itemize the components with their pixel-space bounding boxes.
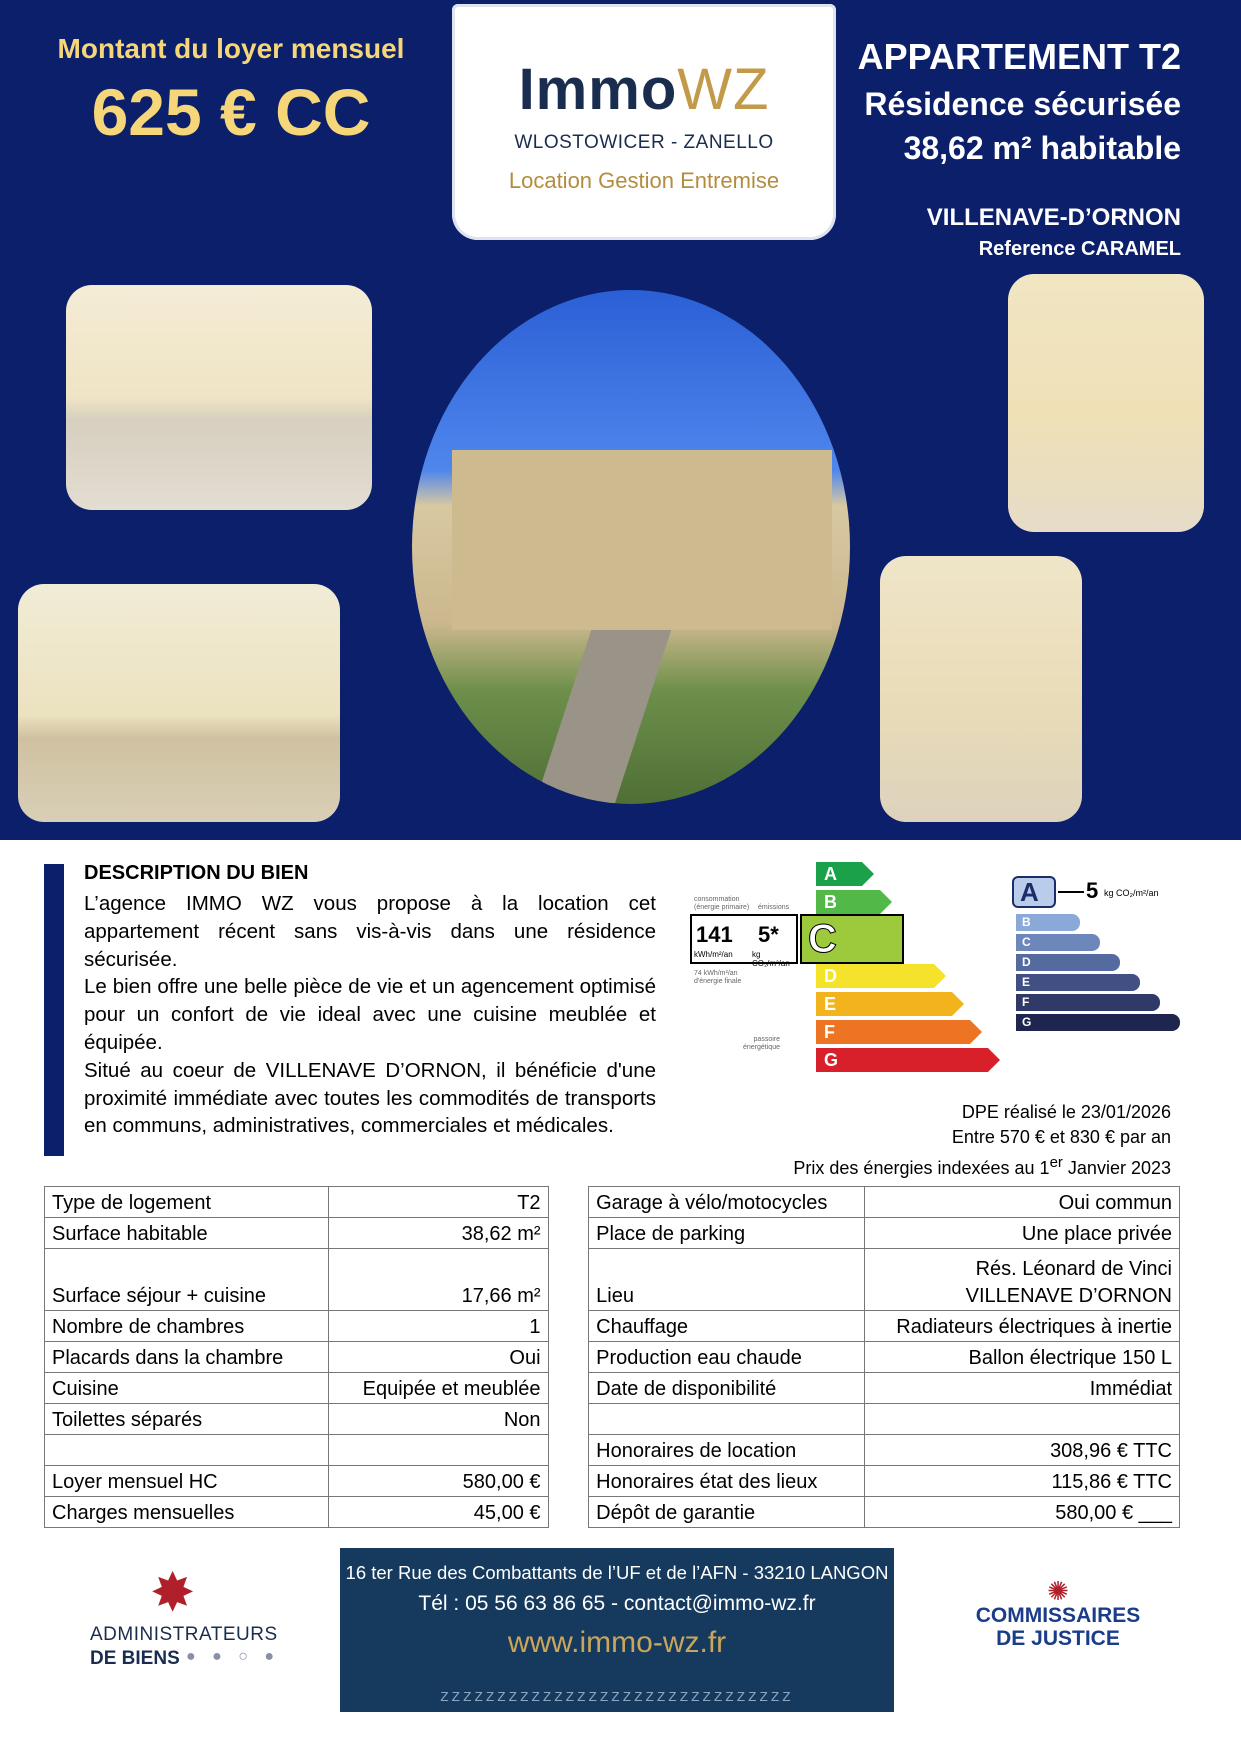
final-energy-note: 74 kWh/m²/an d'énergie finale [694,970,742,985]
table-gap-cell [548,1218,589,1249]
table-gap-cell [548,1373,589,1404]
energy-class-bar-g: G [816,1048,988,1072]
table-row [45,1311,1180,1342]
description-paragraph: L’agence IMMO WZ vous propose à la location cet appartement récent sans vis-à-vis dans une résidence sécurisée. [84,892,656,971]
table-row [45,1497,1180,1528]
consumption-label: consommation (énergie primaire) [694,896,750,911]
table-row [45,1466,1180,1497]
table-cell-label: Nombre de chambres [45,1311,329,1342]
table-cell-value: 115,86 € TTC [865,1466,1180,1497]
building-exterior-photo [412,290,850,804]
ges-class-bar-d: D [1016,954,1120,971]
logo-name-main: Immo [518,57,678,122]
ges-class-bar-b: B [1016,914,1080,931]
living-room-photo [66,285,372,510]
emblem-icon: ✺ [1047,1576,1069,1606]
table-gap-cell [548,1466,589,1497]
table-cell-value: Ballon électrique 150 L [865,1342,1180,1373]
walkway-shape [533,630,671,804]
ges-pointer-line [1058,891,1084,893]
reference-label: Reference CARAMEL [978,238,1181,260]
table-cell-label: Place de parking [589,1218,865,1249]
table-cell-label: Surface séjour + cuisine [45,1249,329,1311]
surface-label: 38,62 m² habitable [903,130,1181,166]
star-icon: ✸ [150,1563,196,1623]
table-cell-label: Type de logement [45,1187,329,1218]
table-cell-label: Honoraires état des lieux [589,1466,865,1497]
description-paragraph: Le bien offre une belle pièce de vie et un agencement optimisé pour un confort de vie ideal avec une cuisine meublée et équipée. [84,975,656,1054]
table-gap-cell [548,1497,589,1528]
property-details-table [44,1186,1180,1528]
table-row [45,1435,1180,1466]
table-cell-label: Chauffage [589,1311,865,1342]
table-gap-cell [548,1342,589,1373]
logo-name [452,56,836,123]
table-cell-value: Immédiat [865,1373,1180,1404]
dpe-date-note: DPE réalisé le 23/01/2026 [961,1102,1171,1122]
energy-class-bar-e: E [816,992,952,1016]
table-cell-value: Non [329,1404,548,1435]
price-note-sup: er [1049,1154,1063,1171]
table-gap-cell [548,1187,589,1218]
logo-subtitle: WLOSTOWICER - ZANELLO [514,132,774,153]
cj-logo-line2: DE JUSTICE [996,1627,1120,1650]
bedroom-photo [18,584,340,822]
table-gap-cell [548,1435,589,1466]
energy-class-bar-d: D [816,964,934,988]
admin-logo-line2: DE BIENS [90,1648,180,1669]
table-cell-label: Placards dans la chambre [45,1342,329,1373]
description-text [84,890,656,1140]
description-title: DESCRIPTION DU BIEN [84,862,309,884]
price-note-suffix: Janvier 2023 [1062,1158,1171,1178]
table-cell-label: Dépôt de garantie [589,1497,865,1528]
rent-label: Montant du loyer mensuel [57,33,405,64]
ges-class-bar-f: F [1016,994,1160,1011]
property-type: APPARTEMENT T2 [857,36,1181,77]
building-shape [452,450,832,630]
table-cell-label: Surface habitable [45,1218,329,1249]
table-cell-value: 1 [329,1311,548,1342]
table-cell-value [329,1435,548,1466]
contact-block [340,1548,894,1712]
table-cell-value: Radiateurs électriques à inertie [865,1311,1180,1342]
ges-label-chart [1012,876,1202,1036]
energy-value: 141 [696,922,733,947]
administrateurs-de-biens-logo [90,1563,290,1669]
table-row [45,1218,1180,1249]
ges-class-bar-c: C [1016,934,1100,951]
current-energy-class: C [800,914,904,964]
dpe-price-note [793,1150,1171,1181]
table-cell-value: 580,00 € [329,1466,548,1497]
header-banner [0,0,1241,840]
table-row [45,1187,1180,1218]
energy-class-bar-b: B [816,890,880,914]
table-cell-label [45,1435,329,1466]
table-cell-value [865,1404,1180,1435]
bathroom-photo [1008,274,1204,532]
kitchen-photo [880,556,1082,822]
agency-address: 16 ter Rue des Combattants de l’UF et de l’AFN - 33210 LANGON [345,1562,889,1583]
table-row [45,1373,1180,1404]
admin-logo-line1: ADMINISTRATEURS [90,1624,278,1645]
table-cell-value: T2 [329,1187,548,1218]
logo-name-accent: WZ [677,57,770,122]
cj-logo-line1: COMMISSAIRES [975,1604,1141,1627]
table-cell-label: Production eau chaude [589,1342,865,1373]
table-gap-cell [548,1249,589,1311]
table-cell-value [865,1249,1180,1311]
dots-icon: ● ● ○ ● [186,1648,280,1665]
rent-amount: 625 € CC [91,75,371,149]
table-gap-cell [548,1404,589,1435]
residence-label: Résidence sécurisée [864,86,1181,122]
agency-website[interactable]: www.immo-wz.fr [507,1626,727,1659]
table-cell-label: Charges mensuelles [45,1497,329,1528]
energy-label-chart [690,852,1010,1084]
table-cell-label: Lieu [589,1249,865,1311]
table-cell-label: Date de disponibilité [589,1373,865,1404]
table-cell-value: Oui commun [865,1187,1180,1218]
emission-value: 5* [758,922,779,947]
description-paragraph: Situé au coeur de VILLENAVE D’ORNON, il bénéficie d'une proximité immédiate avec toutes les commodités de transports en communs, administratives, commerciales et médicales. [84,1058,656,1138]
lieu-line-2: VILLENAVE D’ORNON [965,1285,1172,1307]
table-cell-value: Equipée et meublée [329,1373,548,1404]
dpe-cost-note: Entre 570 € et 830 € par an [951,1127,1171,1147]
table-row [45,1404,1180,1435]
energy-class-bar-f: F [816,1020,970,1044]
energy-class-bar-a: A [816,862,862,886]
table-row [45,1249,1180,1311]
agency-logo [452,4,836,240]
table-row [45,1342,1180,1373]
table-cell-value: Une place privée [865,1218,1180,1249]
city-label: VILLENAVE-D’ORNON [926,204,1181,231]
dpe-notes [793,1100,1171,1181]
table-cell-label: Garage à vélo/motocycles [589,1187,865,1218]
agency-phone-email: Tél : 05 56 63 86 65 - contact@immo-wz.fr [418,1592,816,1615]
logo-tagline: Location Gestion Entremise [508,168,780,193]
lieu-line-1: Rés. Léonard de Vinci [975,1258,1172,1280]
emissions-label: émissions [758,904,790,911]
table-cell-label: Cuisine [45,1373,329,1404]
table-cell-value: 580,00 € ___ [865,1497,1180,1528]
table-cell-label: Honoraires de location [589,1435,865,1466]
energy-unit: kWh/m²/an [694,950,733,959]
ges-value: 5 [1086,878,1099,903]
table-cell-label: Loyer mensuel HC [45,1466,329,1497]
energy-value-box [690,914,798,968]
table-cell-value: Oui [329,1342,548,1373]
decorative-pattern-icon: ZZZZZZZZZZZZZZZZZZZZZZZZZZZZZZZ [440,1690,794,1706]
description-accent-bar [44,864,64,1156]
table-gap-cell [548,1311,589,1342]
ges-unit: kg CO₂/m²/an [1104,888,1159,898]
table-cell-value: 17,66 m² [329,1249,548,1311]
passoire-label: passoire énergétique [743,1036,780,1051]
table-cell-label [589,1404,865,1435]
ges-class-bar-g: G [1016,1014,1180,1031]
ges-current-class: A [1012,876,1056,908]
commissaires-de-justice-logo [968,1578,1148,1658]
table-cell-label: Toilettes séparés [45,1404,329,1435]
emission-unit: kg CO₂/m²/an [752,950,790,968]
table-cell-value: 45,00 € [329,1497,548,1528]
price-note-prefix: Prix des énergies indexées au 1 [793,1158,1050,1178]
ges-class-bar-e: E [1016,974,1140,991]
table-cell-value: 38,62 m² [329,1218,548,1249]
table-cell-value: 308,96 € TTC [865,1435,1180,1466]
